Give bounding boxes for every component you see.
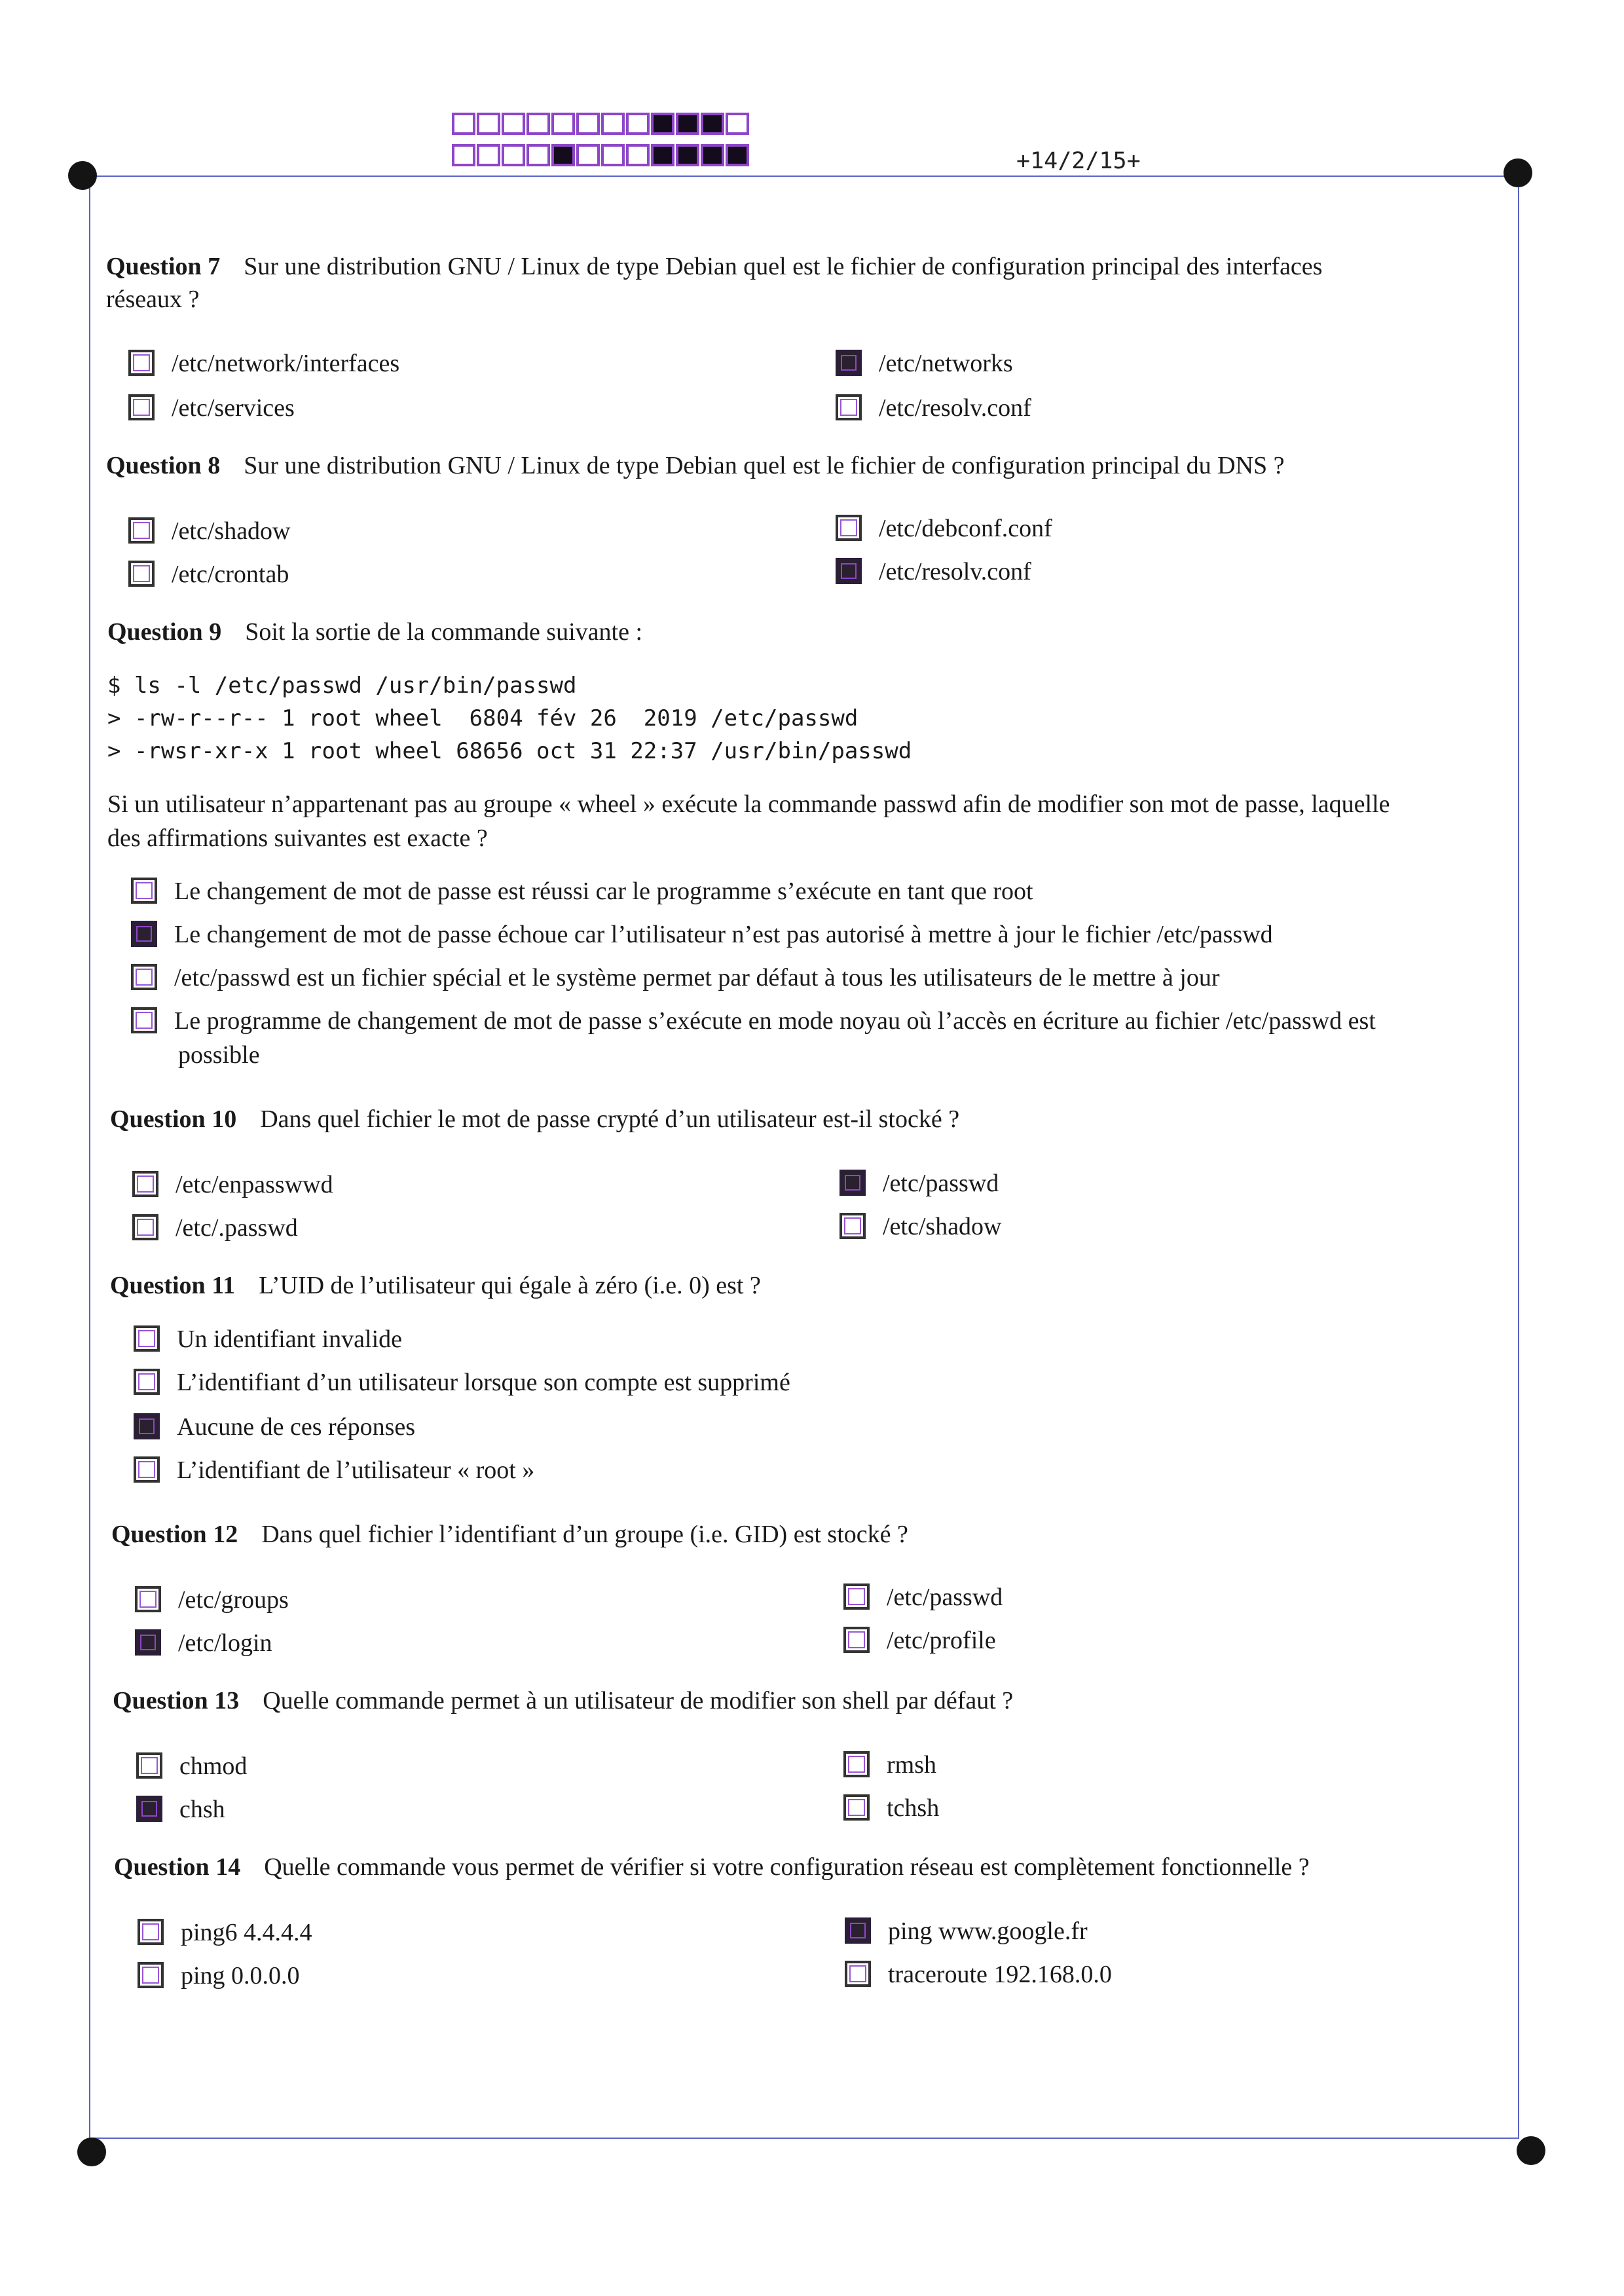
q11-option-3[interactable] [134,1411,415,1443]
option-label: ping 0.0.0.0 [181,1962,300,1990]
question-label: Question 11 [110,1272,236,1299]
option-label: /etc/login [178,1629,272,1657]
id-code-cell [576,144,600,166]
question-text: Quelle commande permet à un utilisateur de modifier son shell par défaut ? [263,1687,1014,1714]
id-code-cell [701,144,724,166]
option-label: /etc/passwd [887,1583,1003,1611]
q13-option-3[interactable] [843,1749,936,1781]
option-label: rmsh [887,1751,936,1779]
question-label: Question 9 [107,618,222,646]
q8-option-1[interactable] [128,515,291,547]
checkbox[interactable] [128,561,155,587]
option-label: Aucune de ces réponses [177,1413,416,1441]
checkbox[interactable] [843,1794,870,1821]
checkbox[interactable] [131,878,157,904]
question-13-header [113,1684,1013,1717]
q11-option-4[interactable] [134,1454,534,1487]
option-label: /etc/enpasswwd [175,1171,333,1198]
checkbox[interactable] [128,350,155,376]
option-label: Le changement de mot de passe échoue car l’utilisateur n’est pas autorisé à mettre à jour le fichier /etc/passwd [174,921,1273,948]
id-code-cell [601,144,625,166]
question-8-header [106,449,1285,482]
question-9-header [107,616,642,648]
checkbox[interactable] [836,394,862,420]
option-label: /etc/shadow [172,517,291,545]
option-label: /etc/network/interfaces [172,350,400,377]
id-code-cell [452,144,475,166]
id-code-cell [551,144,575,166]
checkbox[interactable] [134,1456,160,1483]
question-label: Question 13 [113,1687,240,1714]
option-label: chmod [179,1752,248,1780]
checkbox[interactable] [840,1213,866,1239]
q11-option-1[interactable] [134,1323,402,1356]
q13-option-2[interactable] [136,1793,225,1826]
question-text: Dans quel fichier l’identifiant d’un groupe (i.e. GID) est stocké ? [261,1521,908,1548]
checkbox[interactable] [845,1917,871,1944]
checkbox[interactable] [843,1627,870,1653]
q14-option-3[interactable] [845,1915,1088,1948]
option-label: /etc/profile [887,1627,996,1654]
q12-option-3[interactable] [843,1581,1003,1614]
option-label: traceroute 192.168.0.0 [888,1961,1112,1988]
question-text: Soit la sortie de la commande suivante : [245,618,642,646]
question-text: Quelle commande vous permet de vérifier si votre configuration réseau est complètement fonctionnelle ? [264,1853,1310,1881]
q9-option-3[interactable] [131,961,1220,994]
question-11-header [110,1269,761,1302]
q13-option-1[interactable] [136,1750,247,1783]
checkbox[interactable] [136,1752,162,1779]
q14-option-2[interactable] [138,1959,300,1992]
question-10-header [110,1103,959,1136]
question-text: Dans quel fichier le mot de passe crypté d’un utilisateur est-il stocké ? [260,1105,960,1133]
checkbox[interactable] [836,515,862,541]
option-label: /etc/passwd est un fichier spécial et le système permet par défaut à tous les utilisateurs de le mettre à jour [174,964,1220,991]
corner-marker-bottom-right [1517,2136,1545,2165]
option-label: /etc/debconf.conf [879,515,1052,542]
question-7-text-continued: réseaux ? [106,286,200,313]
checkbox[interactable] [134,1325,160,1352]
q8-option-2[interactable] [128,558,289,591]
checkbox[interactable] [843,1751,870,1777]
checkbox[interactable] [836,558,862,584]
command-output-line-2: > -rw-r--r-- 1 root wheel 6804 fév 26 2019 /etc/passwd [107,705,858,731]
q10-option-4[interactable] [840,1210,1002,1243]
option-label: /etc/shadow [883,1213,1002,1240]
option-label: /etc/resolv.conf [879,558,1031,585]
id-code-cell [477,113,500,135]
q8-option-4[interactable] [836,555,1031,588]
id-code-cell [576,113,600,135]
option-label: /etc/.passwd [175,1214,298,1242]
id-code-cell [477,144,500,166]
q9-option-1[interactable] [131,875,1033,908]
student-id-code-row-2 [452,144,750,166]
checkbox[interactable] [128,517,155,544]
question-label: Question 10 [110,1105,237,1133]
checkbox[interactable] [134,1369,160,1395]
id-code-cell [526,113,550,135]
student-id-code-row-1 [452,113,750,135]
question-9-prompt-line-2: des affirmations suivantes est exacte ? [107,824,488,852]
question-12-header [111,1518,908,1551]
question-14-header [114,1851,1310,1883]
id-code-cell [526,144,550,166]
option-label: tchsh [887,1794,940,1822]
option-label: /etc/passwd [883,1170,999,1197]
option-label: /etc/networks [879,350,1013,377]
id-code-cell [651,113,674,135]
option-label: L’identifiant de l’utilisateur « root » [177,1456,535,1484]
checkbox[interactable] [135,1586,161,1612]
q14-option-1[interactable] [138,1916,312,1949]
question-text: Sur une distribution GNU / Linux de type Debian quel est le fichier de configuration principal du DNS ? [244,452,1285,479]
q7-option-3[interactable] [836,347,1013,380]
option-label: L’identifiant d’un utilisateur lorsque son compte est supprimé [177,1369,790,1396]
id-code-cell [726,113,749,135]
checkbox[interactable] [840,1170,866,1196]
question-label: Question 14 [114,1853,241,1881]
id-code-cell [651,144,674,166]
q9-option-4-continued: possible [178,1041,260,1069]
checkbox[interactable] [843,1583,870,1610]
corner-marker-top-left [68,161,97,190]
q7-option-1[interactable] [128,347,399,380]
question-label: Question 8 [106,452,221,479]
checkbox[interactable] [128,394,155,420]
question-text: Sur une distribution GNU / Linux de type Debian quel est le fichier de configuration principal des interfaces [244,253,1323,280]
checkbox[interactable] [131,1007,157,1033]
q8-option-3[interactable] [836,512,1052,545]
q9-option-4[interactable] [131,1005,1376,1037]
option-label: Le programme de changement de mot de passe s’exécute en mode noyau où l’accès en écriture au fichier /etc/passwd est [174,1007,1376,1035]
checkbox[interactable] [132,1171,158,1197]
command-output-line-1: $ ls -l /etc/passwd /usr/bin/passwd [107,673,577,699]
id-code-cell [676,113,699,135]
option-label: ping6 4.4.4.4 [181,1919,312,1946]
question-label: Question 12 [111,1521,238,1548]
q10-option-3[interactable] [840,1167,999,1200]
checkbox[interactable] [136,1796,162,1822]
q12-option-1[interactable] [135,1583,289,1616]
id-code-cell [626,144,650,166]
checkbox[interactable] [836,350,862,376]
corner-marker-bottom-left [77,2138,106,2166]
question-7-header [106,250,1322,283]
q10-option-2[interactable] [132,1212,298,1244]
q13-option-4[interactable] [843,1792,939,1824]
option-label: Un identifiant invalide [177,1325,403,1353]
q7-option-4[interactable] [836,392,1031,424]
option-label: /etc/resolv.conf [879,394,1031,422]
option-label: chsh [179,1796,225,1823]
q14-option-4[interactable] [845,1958,1112,1991]
checkbox[interactable] [132,1214,158,1240]
option-label: /etc/crontab [172,561,289,588]
option-label: /etc/groups [178,1586,289,1614]
id-code-cell [452,113,475,135]
id-code-cell [551,113,575,135]
q12-option-2[interactable] [135,1627,272,1659]
option-label: ping www.google.fr [888,1917,1088,1945]
option-label: Le changement de mot de passe est réussi car le programme s’exécute en tant que root [174,878,1033,905]
checkbox[interactable] [131,921,157,947]
corner-marker-top-right [1504,158,1532,187]
checkbox[interactable] [134,1413,160,1439]
id-code-cell [502,144,525,166]
checkbox[interactable] [131,964,157,990]
id-code-cell [701,113,724,135]
id-code-cell [502,113,525,135]
q7-option-2[interactable] [128,392,295,424]
q9-option-2[interactable] [131,918,1273,951]
id-code-cell [676,144,699,166]
checkbox[interactable] [138,1962,164,1988]
option-label: /etc/services [172,394,295,422]
id-code-cell [601,113,625,135]
checkbox[interactable] [138,1919,164,1945]
page-identifier: +14/2/15+ [1016,148,1141,174]
q12-option-4[interactable] [843,1624,996,1657]
checkbox[interactable] [845,1961,871,1987]
command-output-line-3: > -rwsr-xr-x 1 root wheel 68656 oct 31 22:37 /usr/bin/passwd [107,738,912,764]
question-9-prompt-line-1: Si un utilisateur n’appartenant pas au groupe « wheel » exécute la commande passwd afin de modifier son mot de passe, laquelle [107,790,1390,818]
question-label: Question 7 [106,253,221,280]
id-code-cell [726,144,749,166]
id-code-cell [626,113,650,135]
question-text: L’UID de l’utilisateur qui égale à zéro (i.e. 0) est ? [259,1272,761,1299]
q11-option-2[interactable] [134,1366,790,1399]
checkbox[interactable] [135,1629,161,1656]
q10-option-1[interactable] [132,1168,333,1201]
